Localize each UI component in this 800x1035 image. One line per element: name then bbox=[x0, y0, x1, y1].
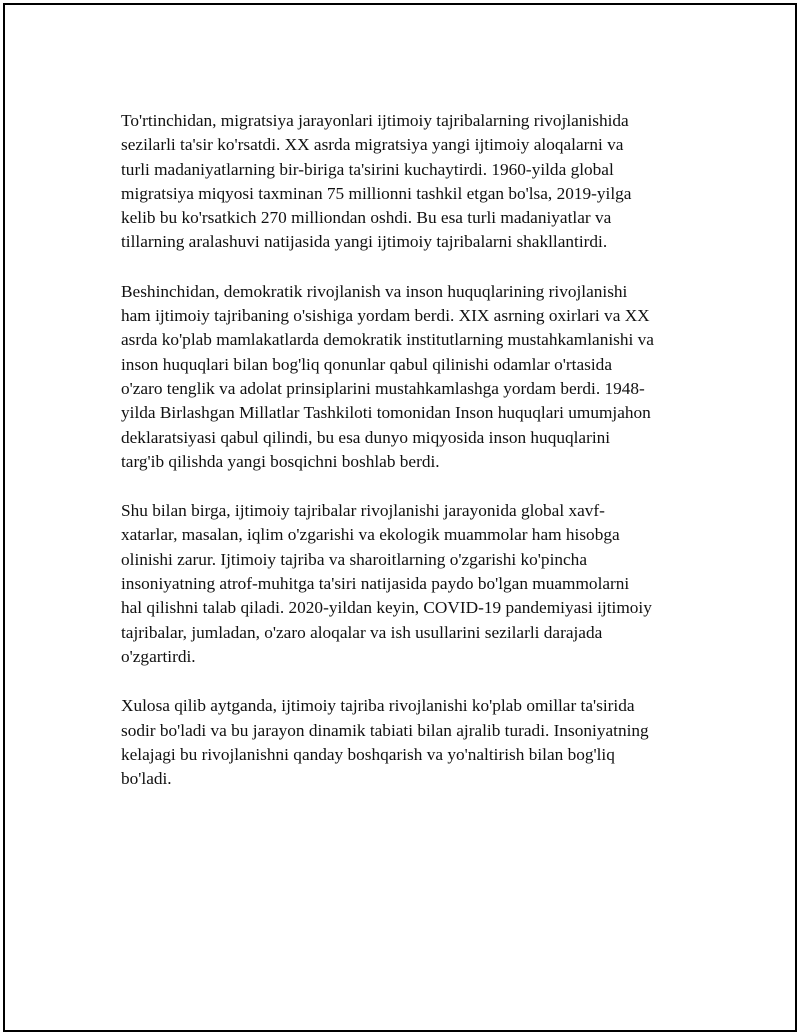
paragraph-conclusion: Xulosa qilib aytganda, ijtimoiy tajriba rivojlanishi ko'plab omillar ta'sirida sodir bo'ladi va bu jarayon dinamik tabiati bilan ajralib turadi. Insoniyatning kelajagi bu rivojlanishni qanday boshqarish va yo'naltirish bilan bog'liq bo'ladi. bbox=[121, 696, 649, 789]
document-page bbox=[3, 3, 797, 1032]
paragraph-migration: To'rtinchidan, migratsiya jarayonlari ijtimoiy tajribalarning rivojlanishida sezilarli ta'sir ko'rsatdi. XX asrda migratsiya yangi ijtimoiy aloqalarni va turli madaniyatlarning bir-biriga ta'sirini kuchaytirdi. 1960-yilda global migratsiya miqyosi taxminan 75 millionni tashkil etgan bo'lsa, 2019-yilga kelib bu ko'rsatkich 270 milliondan oshdi. Bu esa turli madaniyatlar va tillarning aralashuvi natijasida yangi ijtimoiy tajribalarni shakllantirdi. bbox=[121, 111, 632, 252]
document-body bbox=[121, 109, 696, 816]
paragraph-global-risks: Shu bilan birga, ijtimoiy tajribalar rivojlanishi jarayonida global xavf- xatarlar, masalan, iqlim o'zgarishi va ekologik muammolar ham hisobga olinishi zarur. Ijtimoiy tajriba va sharoitlarning o'zgarishi ko'pincha insoniyatning atrof-muhitga ta'siri natijasida paydo bo'lgan muammolarni hal qilishni talab qiladi. 2020-yildan keyin, COVID-19 pandemiyasi ijtimoiy tajribalar, jumladan, o'zaro aloqalar va ish usullarini sezilarli darajada o'zgartirdi. bbox=[121, 501, 652, 666]
paragraph-democracy: Beshinchidan, demokratik rivojlanish va inson huquqlarining rivojlanishi ham ijtimoiy tajribaning o'sishiga yordam berdi. XIX asrning oxirlari va XX asrda ko'plab mamlakatlarda demokratik institutlarning mustahkamlanishi va inson huquqlari bilan bog'liq qonunlar qabul qilinishi odamlar o'rtasida o'zaro tenglik va adolat prinsiplarini mustahkamlashga yordam berdi. 1948- yilda Birlashgan Millatlar Tashkiloti tomonidan Inson huquqlari umumjahon deklaratsiyasi qabul qilindi, bu esa dunyo miqyosida inson huquqlarini targ'ib qilishda yangi bosqichni boshlab berdi. bbox=[121, 281, 654, 471]
